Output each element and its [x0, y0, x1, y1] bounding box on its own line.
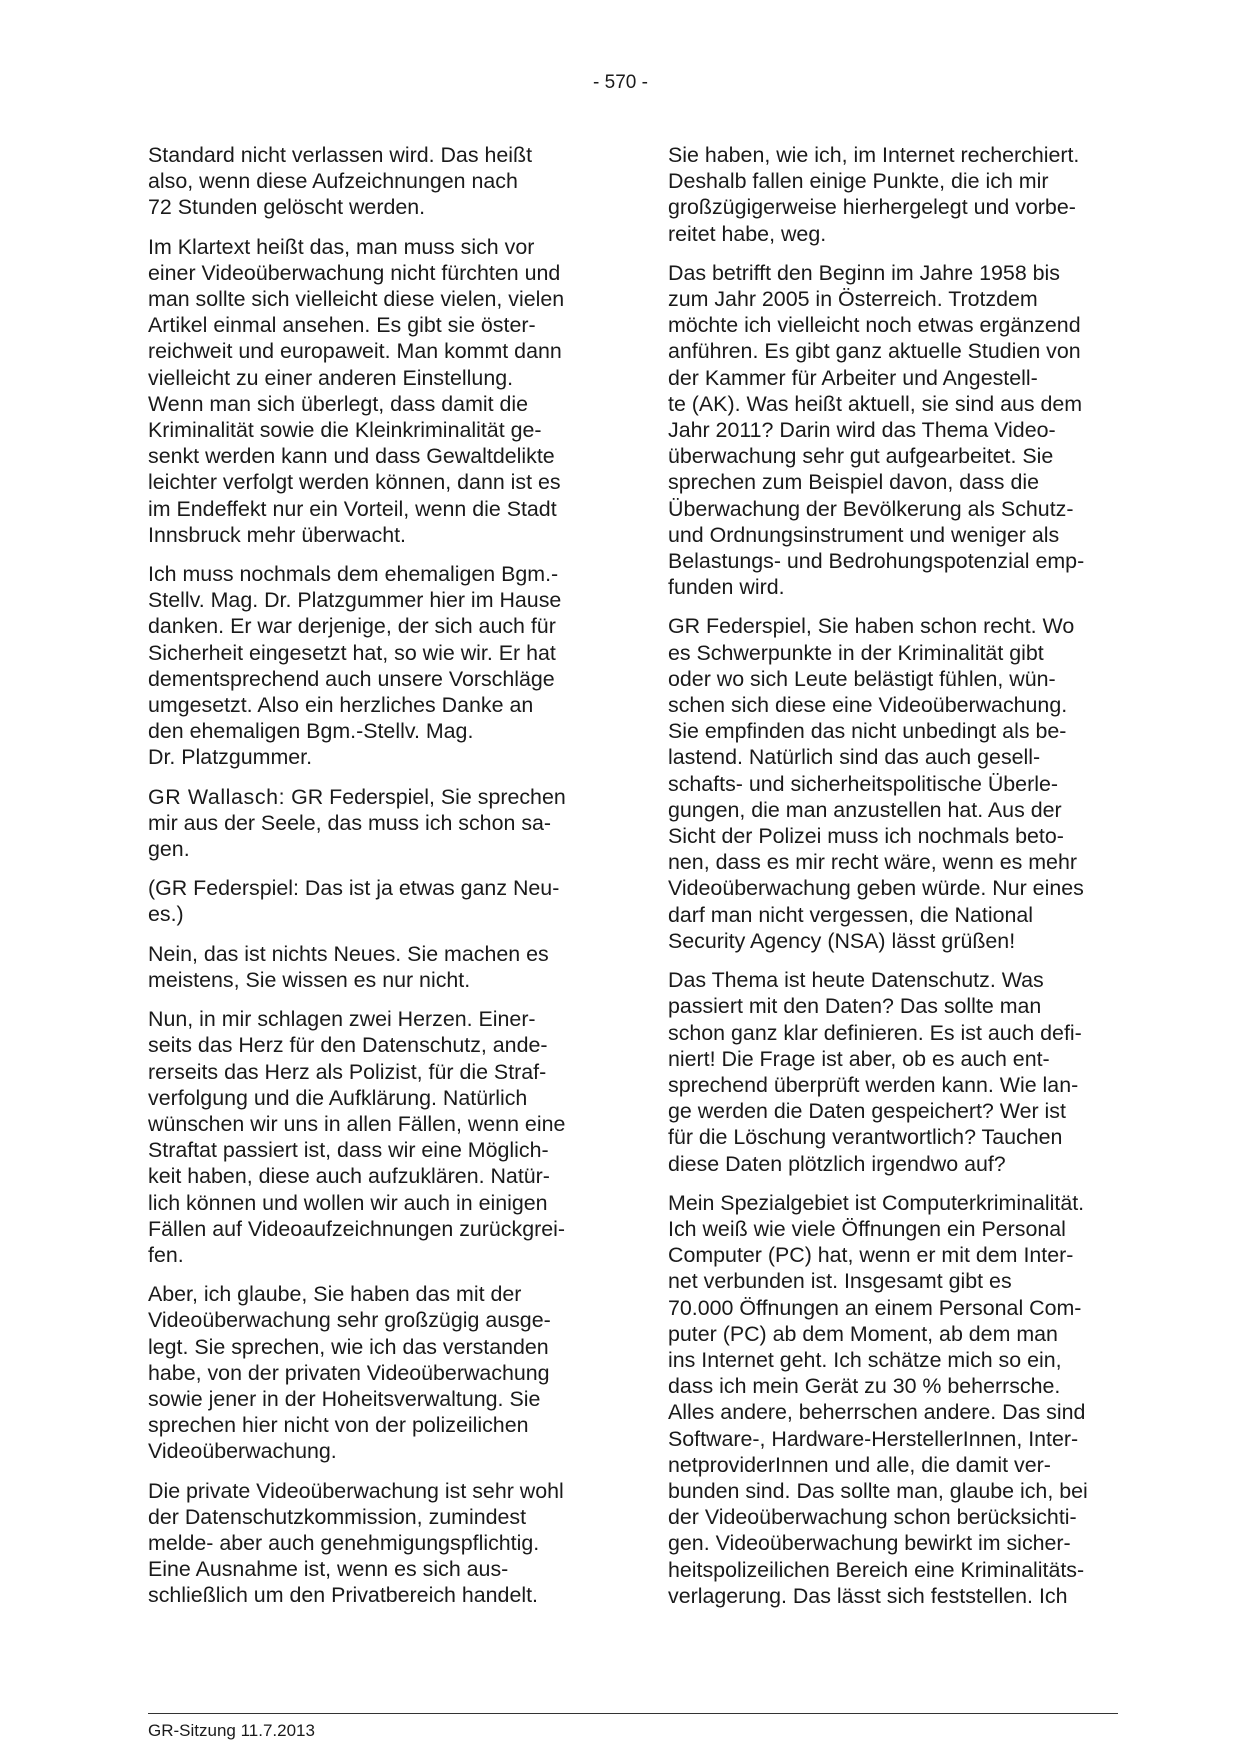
text-line: Sie haben, wie ich, im Internet recherchiert.	[668, 143, 1080, 167]
text-line: schafts- und sicherheitspolitische Überle-	[668, 771, 1058, 796]
text-line: senkt werden kann und dass Gewaltdelikte	[148, 444, 555, 469]
text-line: Standard nicht verlassen wird. Das heißt	[148, 143, 533, 167]
text-line: gungen, die man anzustellen hat. Aus der	[668, 797, 1062, 822]
text-line: der Datenschutzkommission, zumindest	[148, 1504, 527, 1529]
text-line: Sicht der Polizei muss ich nochmals beto-	[668, 824, 1064, 849]
text-line: ins Internet geht. Ich schätze mich so ein,	[668, 1347, 1062, 1372]
text-line: gen. Videoüberwachung bewirkt im sicher-	[668, 1531, 1071, 1556]
text-line: Jahr 2011? Darin wird das Thema Video-	[668, 418, 1056, 443]
text-line: nen, dass es mir recht wäre, wenn es mehr	[668, 850, 1077, 875]
text-line: Wenn man sich überlegt, dass damit die	[148, 391, 529, 416]
text-line: fen.	[148, 1242, 184, 1267]
paragraph	[148, 941, 584, 993]
text-line: net verbunden ist. Insgesamt gibt es	[668, 1269, 1012, 1294]
text-line: Artikel einmal ansehen. Es gibt sie öster-	[148, 313, 536, 338]
text-line: Fällen auf Videoaufzeichnungen zurückgrei-	[148, 1216, 565, 1241]
text-line: sprechen hier nicht von der polizeilichen	[148, 1413, 529, 1438]
paragraph	[148, 1281, 584, 1464]
text-line: niert! Die Frage ist aber, ob es auch ent-	[668, 1046, 1050, 1071]
paragraph	[148, 561, 584, 771]
text-line: im Endeffekt nur ein Vorteil, wenn die Stadt	[148, 496, 557, 521]
text-line: verlagerung. Das lässt sich feststellen. Ich	[668, 1583, 1068, 1608]
text-line: Aber, ich glaube, Sie haben das mit der	[148, 1282, 522, 1307]
text-line: melde- aber auch genehmigungspflichtig.	[148, 1530, 540, 1555]
speaker-name: GR Wallasch:	[148, 784, 286, 809]
text-line: Videoüberwachung.	[148, 1439, 337, 1464]
line-text: GR Federspiel, Sie sprechen	[291, 784, 566, 809]
text-line: gen.	[148, 837, 190, 862]
text-line: bunden sind. Das sollte man, glaube ich, bei	[668, 1478, 1088, 1503]
text-line: oder wo sich Leute belästigt fühlen, wün-	[668, 666, 1056, 691]
text-line: es.)	[148, 902, 184, 927]
text-line: danken. Er war derjenige, der sich auch für	[148, 614, 556, 639]
text-line: Eine Ausnahme ist, wenn es sich aus-	[148, 1557, 509, 1582]
text-line: sprechend überprüft werden kann. Wie lan-	[668, 1072, 1079, 1097]
text-line	[148, 784, 584, 810]
page-number: - 570 -	[593, 72, 648, 93]
text-line: man sollte sich vielleicht diese vielen, vielen	[148, 287, 565, 312]
text-line: Computer (PC) hat, wenn er mit dem Inter-	[668, 1243, 1074, 1268]
text-line: te (AK). Was heißt aktuell, sie sind aus dem	[668, 391, 1083, 416]
text-line: den ehemaligen Bgm.-Stellv. Mag.	[148, 719, 474, 744]
text-line: 70.000 Öffnungen an einem Personal Com-	[668, 1295, 1082, 1320]
text-line: Deshalb fallen einige Punkte, die ich mir	[668, 169, 1049, 194]
text-line: Das betrifft den Beginn im Jahre 1958 bis	[668, 260, 1060, 285]
footer-session-date: GR-Sitzung 11.7.2013	[148, 1721, 315, 1740]
text-line: Kriminalität sowie die Kleinkriminalität ge-	[148, 418, 542, 443]
text-line: lich können und wollen wir auch in einigen	[148, 1190, 548, 1215]
text-line: habe, von der privaten Videoüberwachung	[148, 1360, 550, 1385]
footer-divider	[148, 1713, 1118, 1714]
left-column	[148, 142, 584, 1622]
paragraph	[148, 1478, 584, 1609]
text-line: leichter verfolgt werden können, dann ist es	[148, 470, 561, 495]
paragraph	[668, 260, 1104, 601]
text-line: keit haben, diese auch aufzuklären. Natür-	[148, 1164, 550, 1189]
text-line: darf man nicht vergessen, die National	[668, 902, 1034, 927]
text-line: reichweit und europaweit. Man kommt dann	[148, 339, 562, 364]
text-line: lastend. Natürlich sind das auch gesell-	[668, 745, 1041, 770]
paragraph	[148, 142, 584, 221]
text-line: schon ganz klar definieren. Es ist auch defi-	[668, 1020, 1082, 1045]
text-line: mir aus der Seele, das muss ich schon sa-	[148, 810, 552, 835]
text-line: Sie empfinden das nicht unbedingt als be-	[668, 719, 1067, 744]
text-line: diese Daten plötzlich irgendwo auf?	[668, 1151, 1006, 1176]
text-line: Stellv. Mag. Dr. Platzgummer hier im Hause	[148, 588, 562, 613]
text-line: Das Thema ist heute Datenschutz. Was	[668, 968, 1044, 993]
text-line: heitspolizeilichen Bereich eine Kriminalitäts-	[668, 1557, 1085, 1582]
text-line: Belastungs- und Bedrohungspotenzial emp-	[668, 549, 1085, 574]
text-line: Innsbruck mehr überwacht.	[148, 522, 406, 547]
text-line: Videoüberwachung geben würde. Nur eines	[668, 876, 1084, 901]
text-line: funden wird.	[668, 575, 785, 600]
text-line: schließlich um den Privatbereich handelt.	[148, 1583, 538, 1608]
text-line: und Ordnungsinstrument und weniger als	[668, 522, 1060, 547]
paragraph	[668, 613, 1104, 954]
text-line: einer Videoüberwachung nicht fürchten und	[148, 260, 561, 285]
text-line: dementsprechend auch unsere Vorschläge	[148, 666, 555, 691]
paragraph	[148, 875, 584, 927]
text-line: es Schwerpunkte in der Kriminalität gibt	[668, 640, 1044, 665]
text-line: für die Löschung verantwortlich? Tauchen	[668, 1125, 1063, 1150]
right-column	[668, 142, 1104, 1622]
paragraph	[148, 784, 584, 863]
text-line: legt. Sie sprechen, wie ich das verstanden	[148, 1334, 549, 1359]
text-line: meistens, Sie wissen es nur nicht.	[148, 967, 471, 992]
text-line: verfolgung und die Aufklärung. Natürlich	[148, 1085, 528, 1110]
text-line: Dr. Platzgummer.	[148, 745, 313, 770]
paragraph	[148, 1006, 584, 1268]
text-line: großzügigerweise hierhergelegt und vorbe-	[668, 195, 1076, 220]
text-line: Straftat passiert ist, dass wir eine Möglich-	[148, 1138, 549, 1163]
text-line: Ich muss nochmals dem ehemaligen Bgm.-	[148, 562, 559, 587]
paragraph	[668, 1190, 1104, 1609]
text-line: der Kammer für Arbeiter und Angestell-	[668, 365, 1038, 390]
text-line: also, wenn diese Aufzeichnungen nach	[148, 169, 518, 194]
text-line: Security Agency (NSA) lässt grüßen!	[668, 928, 1016, 953]
text-line: sowie jener in der Hoheitsverwaltung. Sie	[148, 1386, 541, 1411]
text-line: wünschen wir uns in allen Fällen, wenn eine	[148, 1111, 566, 1136]
text-line: schen sich diese eine Videoüberwachung.	[668, 693, 1068, 718]
text-line: sprechen zum Beispiel davon, dass die	[668, 470, 1039, 495]
text-line: anführen. Es gibt ganz aktuelle Studien von	[668, 339, 1081, 364]
text-line: (GR Federspiel: Das ist ja etwas ganz Neu-	[148, 876, 560, 901]
text-line: netproviderInnen und alle, die damit ver-	[668, 1452, 1051, 1477]
text-line: reitet habe, weg.	[668, 221, 827, 246]
paragraph	[668, 967, 1104, 1177]
text-line: Sicherheit eingesetzt hat, so wie wir. Er hat	[148, 640, 556, 665]
text-line: der Videoüberwachung schon berücksichti-	[668, 1505, 1077, 1530]
text-line: rerseits das Herz als Polizist, für die Straf-	[148, 1059, 547, 1084]
text-line: zum Jahr 2005 in Österreich. Trotzdem	[668, 287, 1038, 312]
text-line: vielleicht zu einer anderen Einstellung.	[148, 365, 514, 390]
paragraph	[668, 142, 1104, 247]
text-line: GR Federspiel, Sie haben schon recht. Wo	[668, 614, 1075, 639]
text-line: Die private Videoüberwachung ist sehr wohl	[148, 1478, 564, 1503]
text-line: möchte ich vielleicht noch etwas ergänzend	[668, 313, 1081, 338]
text-line: umgesetzt. Also ein herzliches Danke an	[148, 693, 534, 718]
text-line: passiert mit den Daten? Das sollte man	[668, 994, 1042, 1019]
text-line: seits das Herz für den Datenschutz, ande-	[148, 1033, 548, 1058]
text-line: ge werden die Daten gespeichert? Wer ist	[668, 1099, 1066, 1124]
text-line: überwachung sehr gut aufgearbeitet. Sie	[668, 444, 1054, 469]
text-line: Software-, Hardware-HerstellerInnen, Inter-	[668, 1426, 1079, 1451]
text-line: Im Klartext heißt das, man muss sich vor	[148, 234, 535, 259]
text-line: Nein, das ist nichts Neues. Sie machen es	[148, 941, 549, 966]
text-line: Ich weiß wie viele Öffnungen ein Personal	[668, 1216, 1066, 1241]
text-line: Alles andere, beherrschen andere. Das sind	[668, 1400, 1086, 1425]
text-line: Mein Spezialgebiet ist Computerkriminalität.	[668, 1190, 1085, 1215]
text-line: Überwachung der Bevölkerung als Schutz-	[668, 496, 1074, 521]
paragraph	[148, 234, 584, 548]
text-line: Nun, in mir schlagen zwei Herzen. Einer-	[148, 1007, 536, 1032]
text-line: Videoüberwachung sehr großzügig ausge-	[148, 1308, 551, 1333]
text-line: dass ich mein Gerät zu 30 % beherrsche.	[668, 1374, 1061, 1399]
text-line: 72 Stunden gelöscht werden.	[148, 195, 426, 220]
text-line: puter (PC) ab dem Moment, ab dem man	[668, 1321, 1058, 1346]
